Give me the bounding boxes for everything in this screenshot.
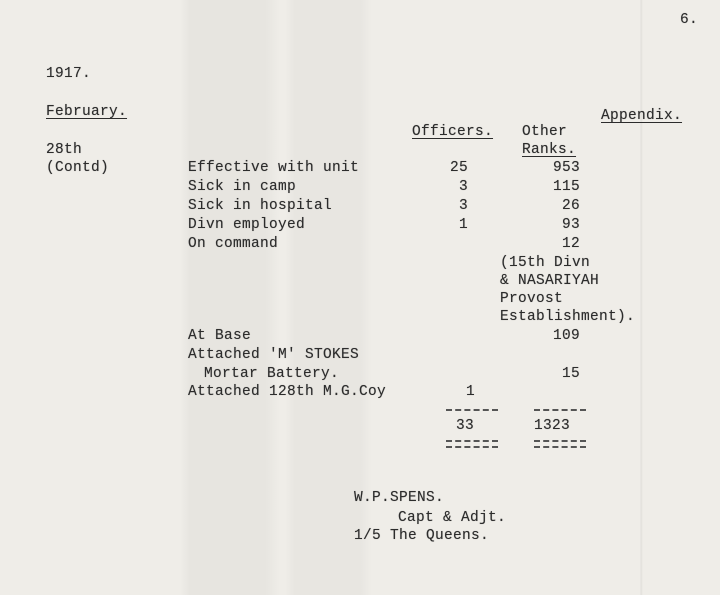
subtotal-rule-other-ranks (534, 409, 586, 411)
other-ranks-header-line1: Other (522, 124, 568, 140)
total-officers: 33 (456, 418, 475, 434)
row-label: On command (188, 236, 279, 252)
stokes-label-line1: Attached 'M' STOKES (188, 347, 360, 363)
row-other-ranks: 12 (561, 236, 580, 252)
page-number: 6. (680, 12, 699, 28)
at-base-other-ranks: 109 (552, 328, 580, 344)
date-day: 28th (46, 142, 83, 158)
row-label: Sick in hospital (188, 198, 333, 214)
row-other-ranks: 115 (552, 179, 580, 195)
stokes-label-line2: Mortar Battery. (204, 366, 340, 382)
subtotal-rule-officers (446, 409, 498, 411)
row-label: Sick in camp (188, 179, 297, 195)
month-heading: February. (46, 104, 128, 120)
appendix-heading: Appendix. (601, 108, 683, 124)
on-command-note-line: Provost (500, 291, 564, 307)
row-officers: 3 (458, 198, 468, 214)
total-other-ranks: 1323 (534, 418, 571, 434)
other-ranks-header-line2: Ranks. (522, 142, 577, 158)
mg-coy-label: Attached 128th M.G.Coy (188, 384, 387, 400)
officers-header: Officers. (412, 124, 494, 140)
signature-unit: 1/5 The Queens. (354, 528, 490, 544)
stokes-other-ranks: 15 (561, 366, 580, 382)
row-officers: 3 (458, 179, 468, 195)
row-label: Effective with unit (188, 160, 360, 176)
on-command-note-line: (15th Divn (500, 255, 591, 271)
total-rule-officers (446, 440, 498, 448)
total-rule-other-ranks (534, 440, 586, 448)
on-command-note-line: Establishment). (500, 309, 636, 325)
row-label: Divn employed (188, 217, 306, 233)
row-officers: 25 (449, 160, 468, 176)
date-contd: (Contd) (46, 160, 110, 176)
row-other-ranks: 26 (561, 198, 580, 214)
on-command-note-line: & NASARIYAH (500, 273, 600, 289)
year: 1917. (46, 66, 92, 82)
row-other-ranks: 93 (561, 217, 580, 233)
row-other-ranks: 953 (552, 160, 580, 176)
signature-rank: Capt & Adjt. (398, 510, 507, 526)
signature-name: W.P.SPENS. (354, 490, 445, 506)
at-base-label: At Base (188, 328, 252, 344)
row-officers: 1 (458, 217, 468, 233)
mg-coy-officers: 1 (466, 384, 476, 400)
